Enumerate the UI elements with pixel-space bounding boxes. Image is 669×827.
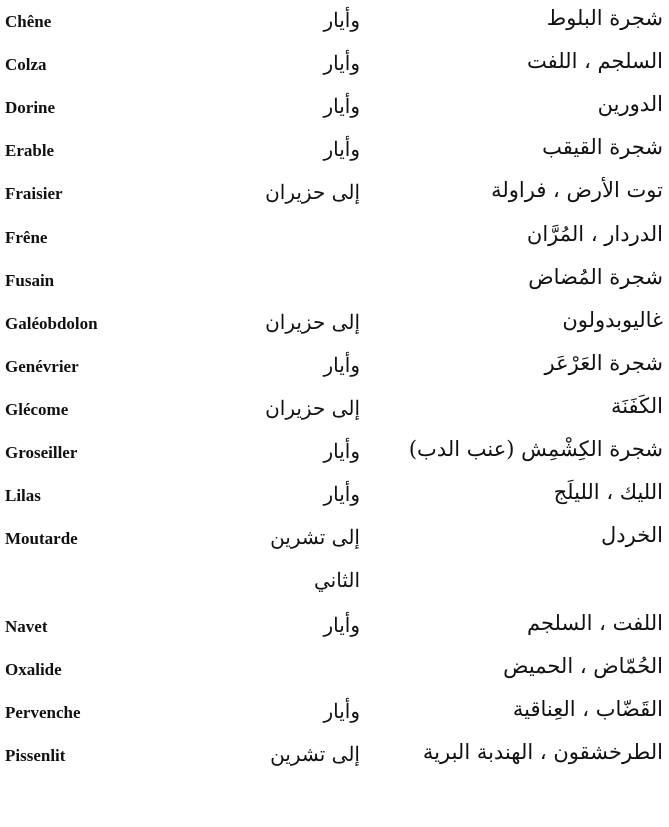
period-text: وأيار <box>323 8 360 32</box>
glossary-row <box>0 437 669 473</box>
period-text: وأيار <box>323 613 360 637</box>
arabic-term: الحُمّاض ، الحميض <box>503 654 663 678</box>
period-text: وأيار <box>323 439 360 463</box>
period-text: وأيار <box>323 482 360 506</box>
glossary-row <box>0 697 669 733</box>
glossary-row <box>0 6 669 42</box>
glossary-row <box>0 523 669 559</box>
glossary-row <box>0 740 669 776</box>
glossary-row <box>0 92 669 128</box>
arabic-term: شجرة الكِشْمِش (عنب الدب) <box>408 437 663 461</box>
period-text: وأيار <box>323 699 360 723</box>
french-term: Moutarde <box>5 529 78 548</box>
glossary-row <box>0 49 669 85</box>
arabic-term: الليك ، الليلَج <box>553 480 663 504</box>
french-term: Dorine <box>5 98 56 117</box>
period-text: إلى تشرين <box>270 525 360 549</box>
arabic-term: شجرة العَرْعَر <box>544 351 663 375</box>
arabic-term: القَضّاب ، العِناقية <box>512 697 663 721</box>
french-term: Navet <box>5 617 48 636</box>
french-term: Genévrier <box>5 357 79 376</box>
arabic-term: الخردل <box>601 523 663 547</box>
french-term: Galéobdolon <box>5 314 98 333</box>
arabic-term: الكَفَنَة <box>610 394 663 418</box>
glossary-row <box>0 178 669 214</box>
arabic-term: الطرخشقون ، الهندبة البرية <box>422 740 663 764</box>
french-term: Groseiller <box>5 443 78 462</box>
glossary-row <box>0 611 669 647</box>
arabic-term: الدردار ، المُرَّان <box>526 222 663 246</box>
arabic-term: توت الأرض ، فراولة <box>491 178 663 202</box>
french-term: Frêne <box>5 228 48 247</box>
arabic-term: شجرة القيقب <box>542 135 663 159</box>
arabic-term: شجرة البلوط <box>546 6 663 30</box>
french-term: Pissenlit <box>5 746 66 765</box>
arabic-term: اللفت ، السلجم <box>526 611 663 635</box>
arabic-term: السلجم ، اللفت <box>526 49 663 73</box>
french-term: Chêne <box>5 12 52 31</box>
french-term: Fusain <box>5 271 55 290</box>
period-text: إلى حزيران <box>265 396 360 420</box>
arabic-term: شجرة المُضاض <box>528 265 663 289</box>
glossary-row <box>0 265 669 301</box>
french-term: Oxalide <box>5 660 62 679</box>
period-text: إلى حزيران <box>265 310 360 334</box>
glossary-row <box>0 222 669 258</box>
period-text: إلى حزيران <box>265 180 360 204</box>
arabic-term: الدورين <box>597 92 663 116</box>
period-text: وأيار <box>323 51 360 75</box>
period-text: وأيار <box>323 353 360 377</box>
period-text: وأيار <box>323 137 360 161</box>
glossary-row <box>0 566 669 602</box>
glossary-row <box>0 480 669 516</box>
period-text: إلى تشرين <box>270 742 360 766</box>
glossary-row <box>0 308 669 344</box>
glossary-row <box>0 394 669 430</box>
glossary-row <box>0 654 669 690</box>
french-term: Lilas <box>5 486 41 505</box>
french-term: Pervenche <box>5 703 81 722</box>
arabic-term: غاليوبدولون <box>562 308 663 332</box>
french-term: Glécome <box>5 400 69 419</box>
period-text: الثاني <box>313 568 360 592</box>
glossary-row <box>0 351 669 387</box>
french-term: Colza <box>5 55 47 74</box>
glossary-row <box>0 135 669 171</box>
french-term: Fraisier <box>5 184 63 203</box>
french-term: Erable <box>5 141 55 160</box>
period-text: وأيار <box>323 94 360 118</box>
